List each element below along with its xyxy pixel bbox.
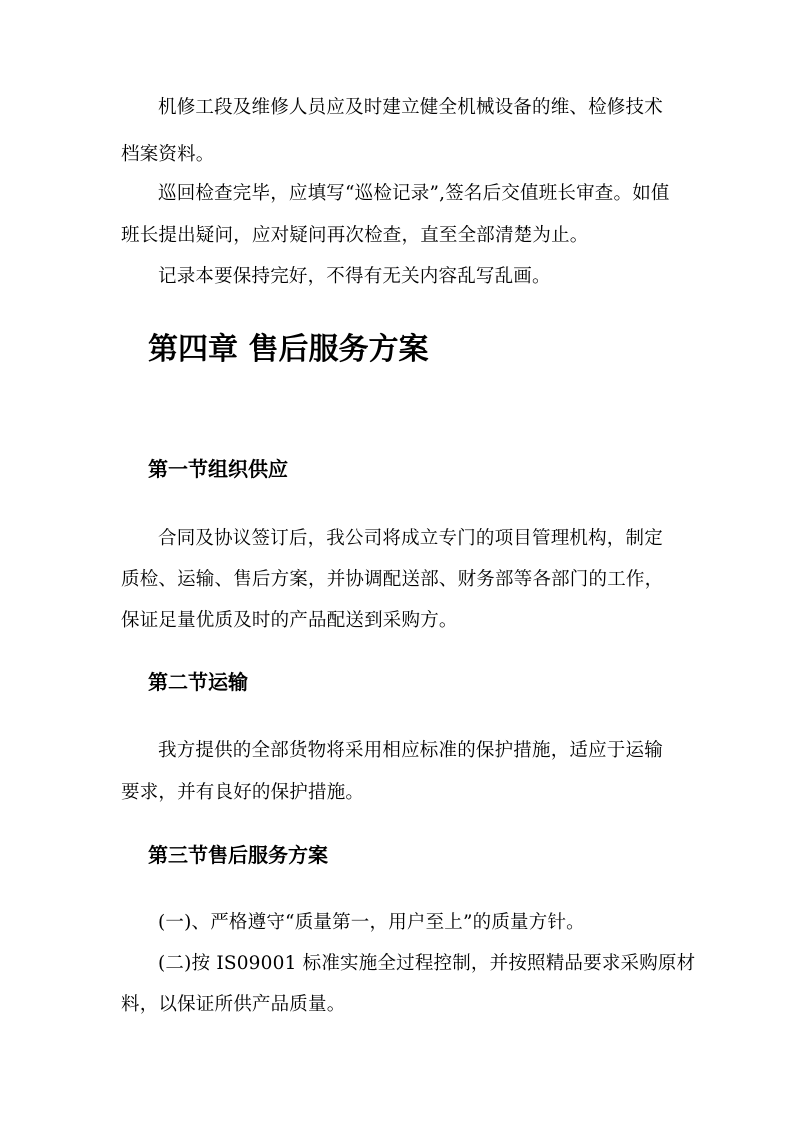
paragraph-line: 质检、运输、售后方案，并协调配送部、财务部等各部门的工作， [121,569,664,590]
paragraph-line: 档案资料。 [121,144,215,165]
chapter-title: 第四章 售后服务方案 [148,332,429,367]
section-title: 第一节组织供应 [148,457,288,481]
paragraph-line: 班长提出疑问，应对疑问再次检查，直至全部清楚为止。 [121,225,589,246]
paragraph-line: 记录本要保持完好，不得有无关内容乱写乱画。 [158,266,551,287]
section-title: 第三节售后服务方案 [148,843,328,867]
paragraph-line: 合同及协议签订后，我公司将成立专门的项目管理机构，制定 [158,528,663,549]
paragraph-line: 我方提供的全部货物将采用相应标准的保护措施，适应于运输 [158,740,663,761]
list-item: (一)、严格遵守“质量第一，用户至上”的质量方针。 [158,912,585,933]
paragraph-line: 机修工段及维修人员应及时建立健全机械设备的维、检修技术 [158,97,663,118]
list-item: (二)按 IS09001 标准实施全过程控制，并按照精品要求采购原材 [158,953,696,974]
paragraph-line: 要求，并有良好的保护措施。 [121,782,365,803]
section-title: 第二节运输 [148,670,248,694]
paragraph-line: 巡回检查完毕，应填写“巡检记录”,签名后交值班长审查。如值 [158,183,670,204]
paragraph-line: 料，以保证所供产品质量。 [121,994,346,1015]
paragraph-line: 保证足量优质及时的产品配送到采购方。 [121,610,458,631]
